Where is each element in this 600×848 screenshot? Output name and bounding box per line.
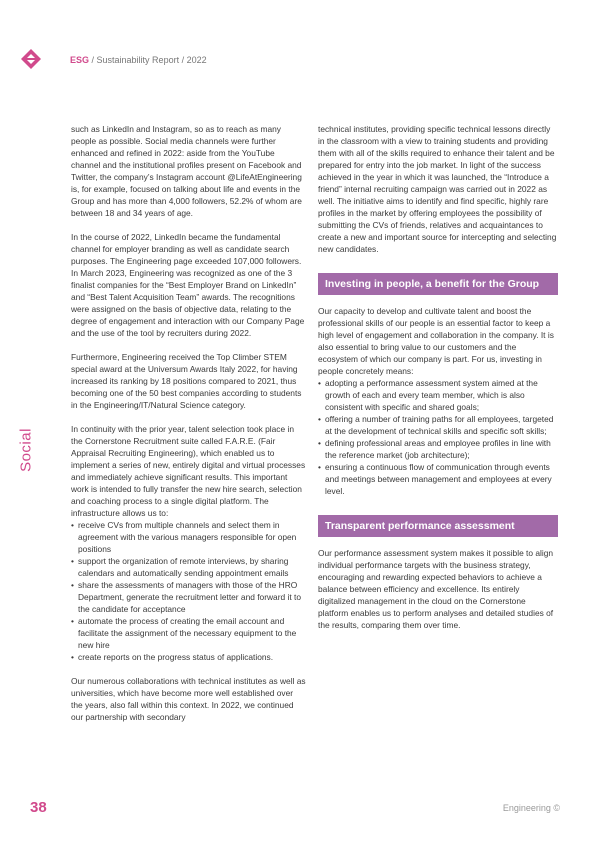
list-item: • adopting a performance assessment system aimed at the growth of each and every team member, which is also consistent with specific and shared goals; <box>318 377 558 413</box>
list-item: • receive CVs from multiple channels and select them in agreement with the various managers responsible for open positions <box>71 519 306 555</box>
footer-brand: Engineering © <box>502 803 560 813</box>
paragraph-performance-system: Our performance assessment system makes it possible to align individual performance targets with the business strategy, encouraging and rewarding expected behaviors to achieve a balance between efficiency and excellence. Its entirely digitalized management in the cloud on the Cornerstone platform enables us to perform analyses and detailed studies of the results, comparing them over time. <box>318 548 554 630</box>
list-item: • ensuring a continuous flow of communication through events and meetings between management and employees at every level. <box>318 461 558 497</box>
paragraph-fare-recruitment: In continuity with the prior year, talent selection took place in the Cornerstone Recruitment suite called F.A.R.E. (Fair Appraisal Recruiting Engineering), which enabled us to implement a series of new, entirely digital and virtual processes and immediately achieve significant results. This important work is intended to fully transfer the new hire search, selection and coaching process to a single digital platform. The infrastructure allows us to: <box>71 424 306 518</box>
report-title: Sustainability Report / 2022 <box>96 55 207 65</box>
page-number: 38 <box>30 799 47 816</box>
list-item: • share the assessments of managers with those of the HRO Department, generate the recruitment letter and forward it to the candidate for acceptance <box>71 579 306 615</box>
paragraph-universum-award: Furthermore, Engineering received the Top Climber STEM special award at the Universum Awards Italy 2022, for having increased its ranking by 18 positions compared to 2021, thus becoming one of the 50 best companies according to students in the Engineering/IT/Natural Science category. <box>71 352 302 410</box>
esg-label: ESG <box>70 55 90 65</box>
investing-list <box>318 377 558 497</box>
list-item: • automate the process of creating the email account and facilitate the assignment of the necessary equipment to the new hire <box>71 615 306 651</box>
paragraph-collaborations: Our numerous collaborations with technical institutes as well as universities, which have become more well established over the years, also fall within this context. In 2022, we continued our partnership with secondary <box>71 676 306 722</box>
header-separator: / <box>89 55 97 65</box>
list-item: • offering a number of training paths for all employees, targeted at the development of technical skills and specific soft skills; <box>318 413 558 437</box>
infrastructure-list <box>71 519 306 663</box>
list-item: • support the organization of remote interviews, by sharing calendars and automatically sending appointment emails <box>71 555 306 579</box>
left-column <box>71 123 306 723</box>
paragraph-social-media: such as LinkedIn and Instagram, so as to reach as many people as possible. Social media channels were further enhanced and refined in 2022: aside from the YouTube channel and the institutional profiles present on Facebook and Twitter, the company’s Instagram account @LifeAtEngineering is, for example, focused on talking about life and events in the Group and has more than 4,000 followers, 52.2% of whom are between 18 and 34 years of age. <box>71 124 302 218</box>
paragraph-talent-development: Our capacity to develop and cultivate talent and boost the professional skills of our people is an essential factor to keep a high level of engagement and collaboration in the company. It is also essential to bring value to our customers and the ecosystem of which our company is part. For us, investing in people concretely means: <box>318 306 554 376</box>
section-heading-investing-in-people: Investing in people, a benefit for the Group <box>318 273 558 295</box>
section-heading-performance-assessment: Transparent performance assessment <box>318 515 558 537</box>
engineering-logo-icon <box>20 48 42 70</box>
section-side-label: Social <box>17 428 35 472</box>
report-header <box>70 55 207 65</box>
list-item: • create reports on the progress status of applications. <box>71 651 306 663</box>
paragraph-linkedin: In the course of 2022, LinkedIn became the fundamental channel for employer branding as well as candidate search purposes. The Engineering page exceeded 107,000 followers. In March 2023, Engineering was recognized as one of the 3 finalist companies for the “Best Employer Brand on LinkedIn” and “Best Talent Acquisition Team” awards. The recognitions were assigned on the basis of objective data, relating to the degree of engagement and interaction with our Company Page and the use of the tool by recruiters during 2022. <box>71 232 305 338</box>
right-column <box>318 123 558 631</box>
paragraph-technical-institutes: technical institutes, providing specific technical lessons directly in the classroom with a view to training students and providing them with all of the skills required to enhance their talent and be prepared for entry into the job market. In light of the success achieved in the year in which it was launched, the “Introduce a friend” internal recruiting campaign was carried out in 2022 as well. The initiative aims to identify and find specific, highly rare profiles in the market by offering employees the possibility of submitting the CVs of friends, relatives and acquaintances to create a new and important source for intercepting and selecting new candidates. <box>318 124 557 254</box>
list-item: • defining professional areas and employee profiles in line with the reference market (job architecture); <box>318 437 558 461</box>
